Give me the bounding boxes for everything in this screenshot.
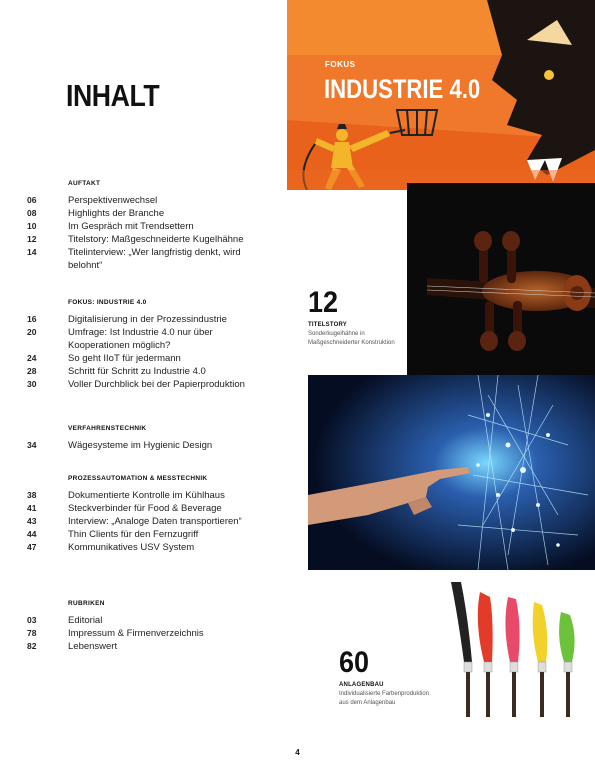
page-number: 41: [27, 503, 37, 513]
section-heading: PROZESSAUTOMATION & MESSTECHNIK: [68, 475, 208, 482]
entry-title: Schritt für Schritt zu Industrie 4.0: [68, 366, 206, 377]
page-number: 44: [27, 529, 37, 539]
toc-entry[interactable]: [27, 207, 297, 220]
toc-entry[interactable]: [27, 246, 267, 272]
feature-label: TITELSTORY: [308, 322, 348, 328]
toc-entry[interactable]: [27, 515, 297, 528]
page-number: 43: [27, 516, 37, 526]
entry-title: Perspektivenwechsel: [68, 195, 158, 206]
toc-entry[interactable]: [27, 194, 297, 207]
page-footer: [0, 748, 595, 757]
page-number: 08: [27, 208, 37, 218]
entry-title: Umfrage: Ist Industrie 4.0 nur über Kooperationen möglich?: [68, 327, 213, 351]
entry-title: Editorial: [68, 615, 103, 626]
violin-scroll-image: [407, 183, 595, 378]
feature-anlagenbau[interactable]: [339, 646, 431, 708]
toc-entry[interactable]: [27, 489, 297, 502]
entry-title: Titelinterview: „Wer langfristig denkt, wird belohnt“: [68, 247, 241, 271]
toc-entry[interactable]: [27, 528, 297, 541]
page-number: 03: [27, 615, 37, 625]
toc-entry[interactable]: [27, 313, 297, 326]
feature-description: Sonderkugelhähne in Maßgeschneiderter Konstruktion: [308, 331, 395, 346]
page-number: 24: [27, 353, 37, 363]
toc-section-verfahrenstechnik: [27, 425, 297, 452]
toc-section-rubriken: [27, 600, 297, 653]
page-number: 34: [27, 440, 37, 450]
toc-entry[interactable]: [27, 640, 297, 653]
entry-title: Kommunikatives USV System: [68, 542, 195, 553]
toc-entry[interactable]: [27, 378, 297, 391]
page-number: 30: [27, 379, 37, 389]
toc-entry[interactable]: [27, 439, 297, 452]
entry-title: Steckverbinder für Food & Beverage: [68, 503, 222, 514]
page-title: INHALT: [66, 78, 160, 113]
section-heading: VERFAHRENSTECHNIK: [68, 425, 147, 432]
section-heading: RUBRIKEN: [68, 600, 105, 607]
page-number: 16: [27, 314, 37, 324]
page-number: 12: [27, 234, 37, 244]
section-heading: FOKUS: INDUSTRIE 4.0: [68, 299, 147, 306]
entry-title: Voller Durchblick bei der Papierproduktion: [68, 379, 245, 390]
page-number: 28: [27, 366, 37, 376]
page-number: 14: [27, 247, 37, 257]
feature-label: ANLAGENBAU: [339, 682, 384, 688]
page-number: 20: [27, 327, 37, 337]
toc-section-prozessautomation: [27, 475, 297, 554]
footer-page-number: 4: [295, 748, 300, 757]
feature-page-number: 12: [308, 286, 339, 319]
cover-illustration: [287, 0, 595, 190]
entry-title: Digitalisierung in der Prozessindustrie: [68, 314, 227, 325]
cover-kicker: FOKUS: [325, 60, 356, 69]
cover-headline: INDUSTRIE 4.0: [324, 74, 481, 104]
toc-entry[interactable]: [27, 352, 297, 365]
page-number: 47: [27, 542, 37, 552]
entry-title: Thin Clients für den Fernzugriff: [68, 529, 199, 540]
entry-title: Interview: „Analoge Daten transportieren“: [68, 516, 242, 527]
toc-entry[interactable]: [27, 365, 297, 378]
entry-title: Im Gespräch mit Trendsettern: [68, 221, 194, 232]
entry-title: Dokumentierte Kontrolle im Kühlhaus: [68, 490, 225, 501]
page-number: 82: [27, 641, 37, 651]
toc-section-auftakt: [27, 180, 297, 272]
network-photo: [308, 375, 595, 570]
entry-title: So geht IIoT für jedermann: [68, 353, 181, 364]
digital-hand-image: [308, 375, 595, 570]
toc-entry[interactable]: [27, 502, 297, 515]
toc-entry[interactable]: [27, 233, 297, 246]
toc-entry[interactable]: [27, 220, 297, 233]
paint-splash-image: [446, 577, 595, 717]
toc-entry[interactable]: [27, 326, 247, 352]
feature-page-number: 60: [339, 646, 370, 679]
entry-title: Wägesysteme im Hygienic Design: [68, 440, 213, 451]
toc-entry[interactable]: [27, 541, 297, 554]
page-number: 06: [27, 195, 37, 205]
section-heading: AUFTAKT: [68, 180, 101, 187]
entry-title: Lebenswert: [68, 641, 118, 652]
violin-photo: [407, 183, 595, 378]
toc-entry[interactable]: [27, 614, 297, 627]
entry-title: Titelstory: Maßgeschneiderte Kugelhähne: [68, 234, 244, 245]
page-number: 10: [27, 221, 37, 231]
entry-title: Impressum & Firmenverzeichnis: [68, 628, 204, 639]
toc-section-fokus: [27, 299, 297, 391]
entry-title: Highlights der Branche: [68, 208, 165, 219]
feature-titelstory[interactable]: [308, 286, 400, 348]
page-number: 78: [27, 628, 37, 638]
paint-brushes-photo: [446, 577, 595, 717]
feature-description: Individualisierte Farbenproduktion aus dem Anlagenbau: [339, 691, 430, 706]
toc-entry[interactable]: [27, 627, 297, 640]
page-number: 38: [27, 490, 37, 500]
